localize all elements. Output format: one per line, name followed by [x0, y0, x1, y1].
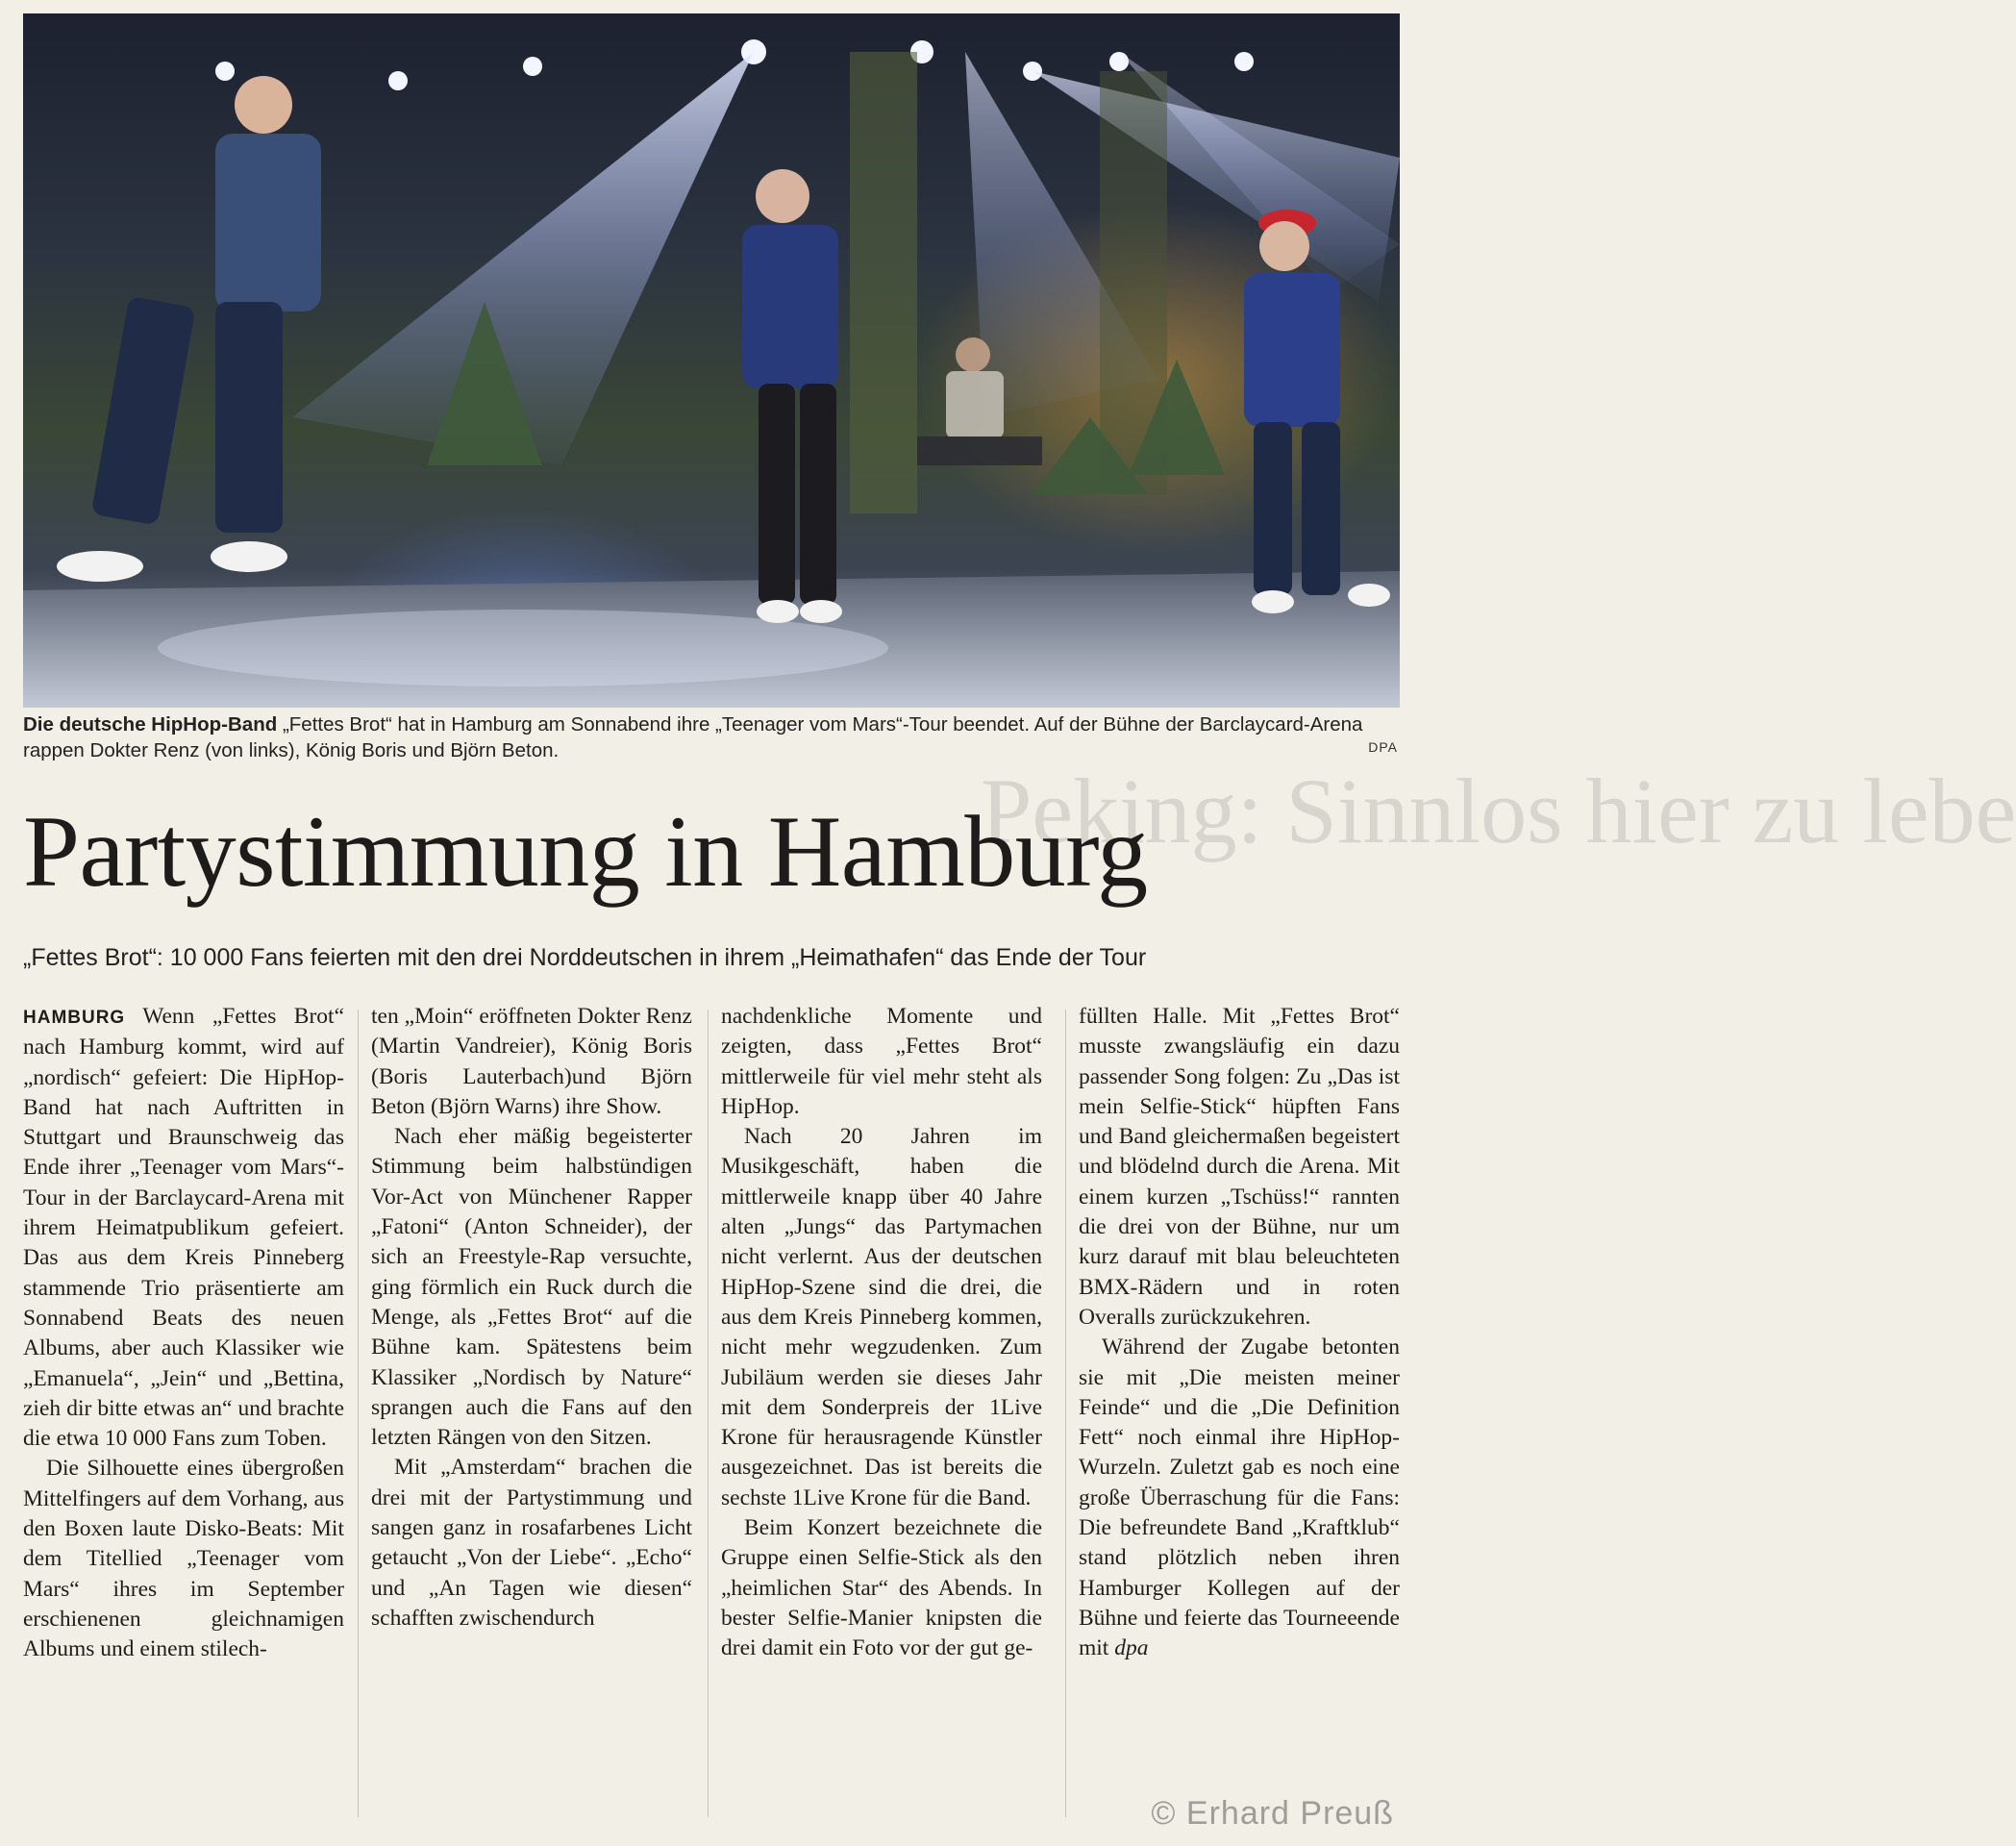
paragraph: Nach 20 Jahren im Musikgeschäft, haben die mittlerweile knapp über 40 Jahre alten „Jungs“ das Partymachen nicht verlernt. Aus der deutschen HipHop-Szene sind die drei, die aus dem Kreis Pinneberg kommen, nicht mehr wegzudenken. Zum Jubiläum werden sie dieses Jahr mit dem Sonderpreis der 1Live Krone für herausragende Künstler ausgezeichnet. Das ist bereits die sechste 1Live Krone für die Band.: [721, 1124, 1042, 1510]
paragraph: Die Silhouette eines übergroßen Mittelfingers auf dem Vorhang, aus den Boxen laute Disko-Beats: Mit dem Titellied „Teenager vom Mars“ ihres im September erschienenen gleichnamigen Albums und einem stilech-: [23, 1456, 344, 1662]
performer-center: [742, 169, 842, 623]
column-4: [1079, 1002, 1400, 1664]
paragraph: Mit „Amsterdam“ brachen die drei mit der Partystimmung und sangen ganz in rosafarbenes Licht getaucht „Von der Liebe“. „Echo“ und „An Tagen wie diesen“ schafften zwischendurch: [371, 1455, 692, 1631]
dateline: HAMBURG: [23, 1008, 126, 1028]
photographer-watermark: © Erhard Preuß: [1151, 1795, 1394, 1832]
column-divider: [358, 1010, 359, 1817]
column-2: [371, 1002, 692, 1634]
paragraph: Beim Konzert bezeichnete die Gruppe einen Selfie-Stick als den „heimlichen Star“ des Abends. In bester Selfie-Manier knipsten die drei damit ein Foto vor der gut ge-: [721, 1515, 1042, 1661]
paragraph: Wenn „Fettes Brot“ nach Hamburg kommt, wird auf „nordisch“ gefeiert: Die HipHop-Band hat nach Auftritten in Stuttgart und Braunschweig das Ende ihrer „Teenager vom Mars“-Tour in der Barclaycard-Arena mit ihrem Heimatpublikum gefeiert. Das aus dem Kreis Pinneberg stammende Trio präsentierte am Sonnabend Beats des neuen Albums, aber auch Klassiker wie „Emanuela“, „Jein“ und „Bettina, zieh dir bitte etwas an“ und brachte die etwa 10 000 Fans zum Toben.: [23, 1004, 344, 1452]
photo-caption: [23, 711, 1400, 763]
concert-photo: [23, 13, 1400, 708]
article-body: [23, 1002, 1400, 1829]
paragraph: füllten Halle. Mit „Fettes Brot“ musste zwangsläufig ein dazu passender Song folgen: Zu „Das ist mein Selfie-Stick“ hüpften Fans und Band gleichermaßen begeistert und blödelnd durch die Arena. Mit einem kurzen „Tschüss!“ rannten die drei von der Bühne, nur um kurz darauf mit blau beleuchteten BMX-Rädern und in roten Overalls zurückzukehren.: [1079, 1004, 1400, 1330]
paragraph: ten „Moin“ eröffneten Dokter Renz (Martin Vandreier), König Boris (Boris Lauterbach)und Björn Beton (Björn Warns) ihre Show.: [371, 1004, 692, 1119]
performer-left: [57, 76, 321, 582]
caption-text: „Fettes Brot“ hat in Hamburg am Sonnabend ihre „Teenager vom Mars“-Tour beendet. Auf der Bühne der Barclaycard-Arena rappen Dokter Renz (von links), König Boris und Björn Beton.: [23, 713, 1363, 761]
column-divider: [1065, 1010, 1066, 1817]
bleed-through-text: Peking: Sinnlos hier zu lebe: [981, 760, 2016, 862]
paragraph: Nach eher mäßig begeisterter Stimmung beim halbstündigen Vor-Act von Münchener Rapper „Fatoni“ (Anton Schneider), der sich an Freestyle-Rap versuchte, ging förmlich ein Ruck durch die Menge, als „Fettes Brot“ auf die Bühne kam. Spätestens beim Klassiker „Nordisch by Nature“ sprangen auch die Fans auf den letzten Rängen von den Sitzen.: [371, 1124, 692, 1451]
stage-illustration: [23, 13, 1400, 708]
subheadline: „Fettes Brot“: 10 000 Fans feierten mit den drei Norddeutschen in ihrem „Heimathafen“ das Ende der Tour: [23, 944, 1147, 971]
column-divider: [708, 1010, 709, 1817]
headline: Partystimmung in Hamburg: [23, 795, 1148, 908]
column-3: [721, 1002, 1042, 1664]
byline: dpa: [1114, 1635, 1149, 1661]
paragraph: Während der Zugabe betonten sie mit „Die meisten meiner Feinde“ und die „Die Definition Fett“ noch einmal ihre HipHop-Wurzeln. Zuletzt gab es noch eine große Überraschung für die Fans: Die befreundete Band „Kraftklub“ stand plötzlich neben ihren Hamburger Kollegen auf der Bühne und feierte das Tourneeende mit: [1079, 1335, 1400, 1661]
column-1: [23, 1002, 344, 1665]
paragraph: nachdenkliche Momente und zeigten, dass „Fettes Brot“ mittlerweile für viel mehr steht als HipHop.: [721, 1004, 1042, 1119]
photo-credit: DPA: [1368, 739, 1398, 755]
caption-lead: Die deutsche HipHop-Band: [23, 713, 278, 736]
